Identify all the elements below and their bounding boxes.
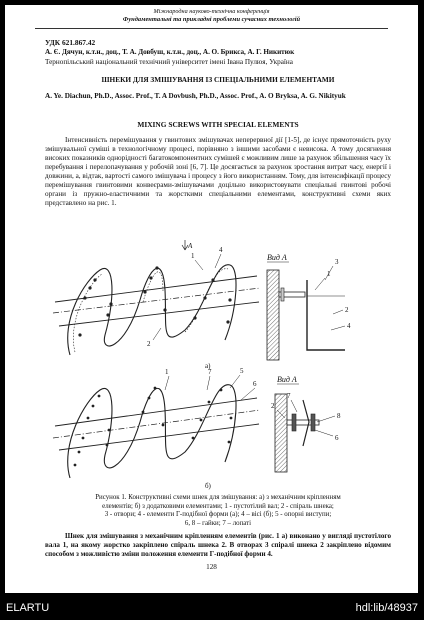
label-view-4: 4	[347, 322, 351, 330]
view-b-drawing	[271, 375, 341, 472]
header-line-2: Фундаментальні та прикладні проблеми сучасних технологій	[122, 16, 301, 23]
caption-line-3: 3 - отвори; 4 - елементи Г-подібної форми (а); 4 – вісі (б); 5 - опорні виступи;	[104, 511, 332, 518]
sub-label-b: б)	[205, 482, 211, 490]
footer-handle: hdl:lib/48937	[355, 602, 418, 614]
view-label-b: Вид А	[277, 375, 297, 384]
description-paragraph	[45, 532, 391, 559]
institution: Тернопільський національний технічний університет імені Івана Пулюя, Україна	[45, 58, 293, 66]
caption-line-2: елементів; б) з додатковими елементами; 1 - пустотілий вал; 2 - спіраль шнека;	[102, 502, 334, 510]
screw-drawing-a	[53, 240, 260, 370]
paragraph-1: Інтенсивність перемішування у гвинтових змішувачах неперервної дії [1-5], де існує прямоточність руху змішувальної суміші в технологічному процесі, порівняно з іншими засобами є невисока. А тому досягнення високих показників однорідності багатокомпонентних сумішей є можливим лише за рахунок збільшення часу їх перебування і перелопачування у робочій зоні [6, 7]. Це досягається за рахунок зростання витрат часу, енергії і довжини, а, відтак, вартості самого змішувача і процесу з його використанням. Тому, для інтенсифікації процесу перемішування гвинтовими конвеєрами-змішувачами доцільно використовувати спеціальні гвинтові робочі органи із пружно-еластичними та жорсткими спеціальними елементами, конструктивні схеми яких представлено на рис. 1.	[45, 136, 391, 207]
header-line-1: Міжнародна науково-технічна конференція	[153, 8, 270, 15]
label-top-2: 2	[147, 340, 151, 348]
label-viewb-7: 7	[287, 392, 291, 400]
label-view-3: 3	[335, 258, 339, 266]
title-ua: ШНЕКИ ДЛЯ ЗМІШУВАННЯ ІЗ СПЕЦІАЛЬНИМИ ЕЛЕМЕНТАМИ	[101, 75, 335, 84]
caption-line-1: Рисунок 1. Конструктивні схеми шнек для змішування: а) з механічним кріпленням	[95, 494, 341, 501]
label-viewb-8: 8	[337, 412, 341, 420]
footer-repository-name: ELARTU	[6, 602, 50, 614]
label-top-4: 4	[219, 246, 223, 254]
label-top-1: 1	[191, 252, 195, 260]
repository-footer	[0, 598, 424, 620]
label-bottom-1: 1	[165, 368, 169, 376]
conference-header	[5, 8, 418, 24]
screw-drawing-b	[53, 367, 260, 490]
page-number: 128	[206, 563, 217, 571]
sub-label-a: а)	[205, 362, 211, 370]
authors-en: A. Ye. Diachun, Ph.D., Assoc. Prof., T. A Dovbush, Ph.D., Assoc. Prof., A. O Bryksa, A. G. Nikityuk	[45, 92, 346, 100]
figure-caption	[45, 494, 391, 528]
paragraph-2: Шнек для змішування з механічним кріпленням елементів (рис. 1 а) виконано у вигляді пустотілого вала 1, на якому жорстко закріплено спіраль шнека 2. В отворах 3 спіралі шнека 2 закріплено відомим способом з можливістю зміни положення елементи Г-подібної форми 4.	[45, 532, 391, 558]
authors-ua: А. Є. Дячун, к.т.н., доц., Т. А. Довбуш, к.т.н., доц., А. О. Брикса, А. Г. Никитюк	[45, 48, 295, 56]
label-bottom-6: 6	[253, 380, 257, 388]
document-page	[5, 5, 418, 593]
label-bottom-7: 7	[208, 368, 212, 376]
label-viewb-2: 2	[271, 402, 275, 410]
header-rule	[35, 28, 388, 29]
label-view-1: 1	[327, 270, 331, 278]
view-label-a: Вид А	[267, 253, 287, 262]
label-bottom-5: 5	[240, 367, 244, 375]
intro-paragraph	[45, 136, 391, 208]
label-view-2: 2	[345, 306, 349, 314]
udc-code: УДК 621.867.42	[45, 38, 96, 47]
figure-1	[45, 240, 391, 492]
title-en: MIXING SCREWS WITH SPECIAL ELEMENTS	[137, 120, 299, 129]
label-viewb-6: 6	[335, 434, 339, 442]
caption-line-4: 6, 8 – гайки; 7 – лопаті	[184, 519, 252, 527]
label-a-arrow: A	[188, 242, 193, 250]
view-a-drawing	[267, 253, 351, 360]
